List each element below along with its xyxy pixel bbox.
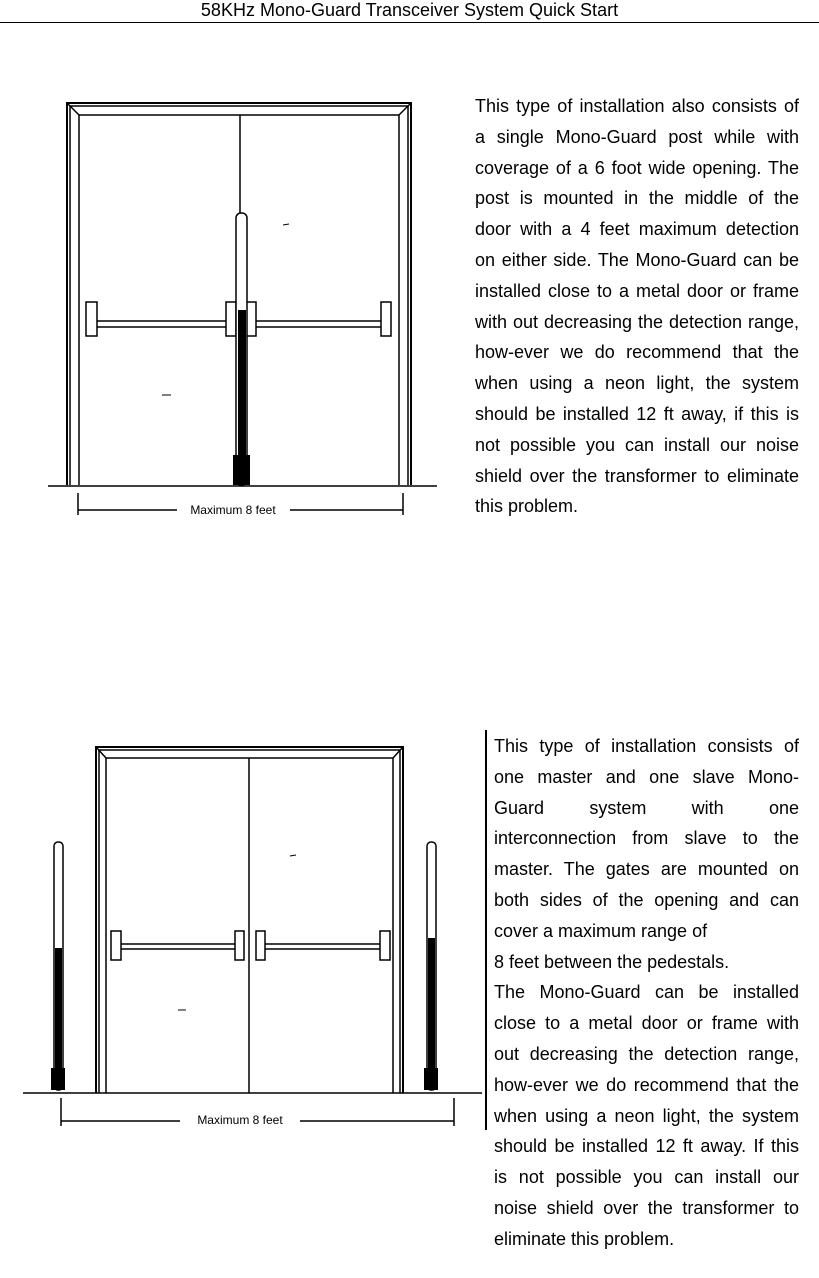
section2-paragraph-2: 8 feet between the pedestals.	[494, 951, 730, 972]
left-pedestal	[51, 842, 65, 1090]
dual-pedestal-door-diagram	[20, 738, 485, 1133]
single-post-door-diagram	[45, 95, 440, 520]
pedestal-post	[233, 213, 250, 485]
header-title: 58KHz Mono-Guard Transceiver System Quick Start	[200, 0, 619, 20]
right-pedestal	[424, 842, 438, 1090]
section1-paragraph: This type of installation also consists of a single Mono-Guard post while with coverage of a 6 foot wide opening. The post is mounted in the middle of the door with a 4 feet maximum detection on either side. The Mono-Guard can be installed close to a metal door or frame with out decreasing the detection range, how-ever we do recommend that the when using a neon light, the system should be installed 12 ft away, if this is not possible you can install our noise shield over the transformer to eliminate this problem.	[475, 96, 799, 517]
margin-rule	[485, 730, 487, 1130]
section2-paragraph-1: This type of installation consists of one master and one slave Mono-Guard system with one interconnection from slave to the master. The gates are mounted on both sides of the opening and can cover a maximum range of	[494, 736, 799, 941]
figure2-dimension-label: Maximum 8 feet	[197, 1113, 283, 1127]
section2-text	[494, 731, 799, 1255]
section2-paragraph-3: The Mono-Guard can be installed close to a metal door or frame with out decreasing the detection range, how-ever we do recommend that the when using a neon light, the system should be installed 12 ft away. If this is not possible you can install our noise shield over the transformer to eliminate this problem.	[494, 982, 799, 1249]
page-header	[0, 0, 819, 23]
figure1-dimension-label: Maximum 8 feet	[190, 503, 276, 517]
